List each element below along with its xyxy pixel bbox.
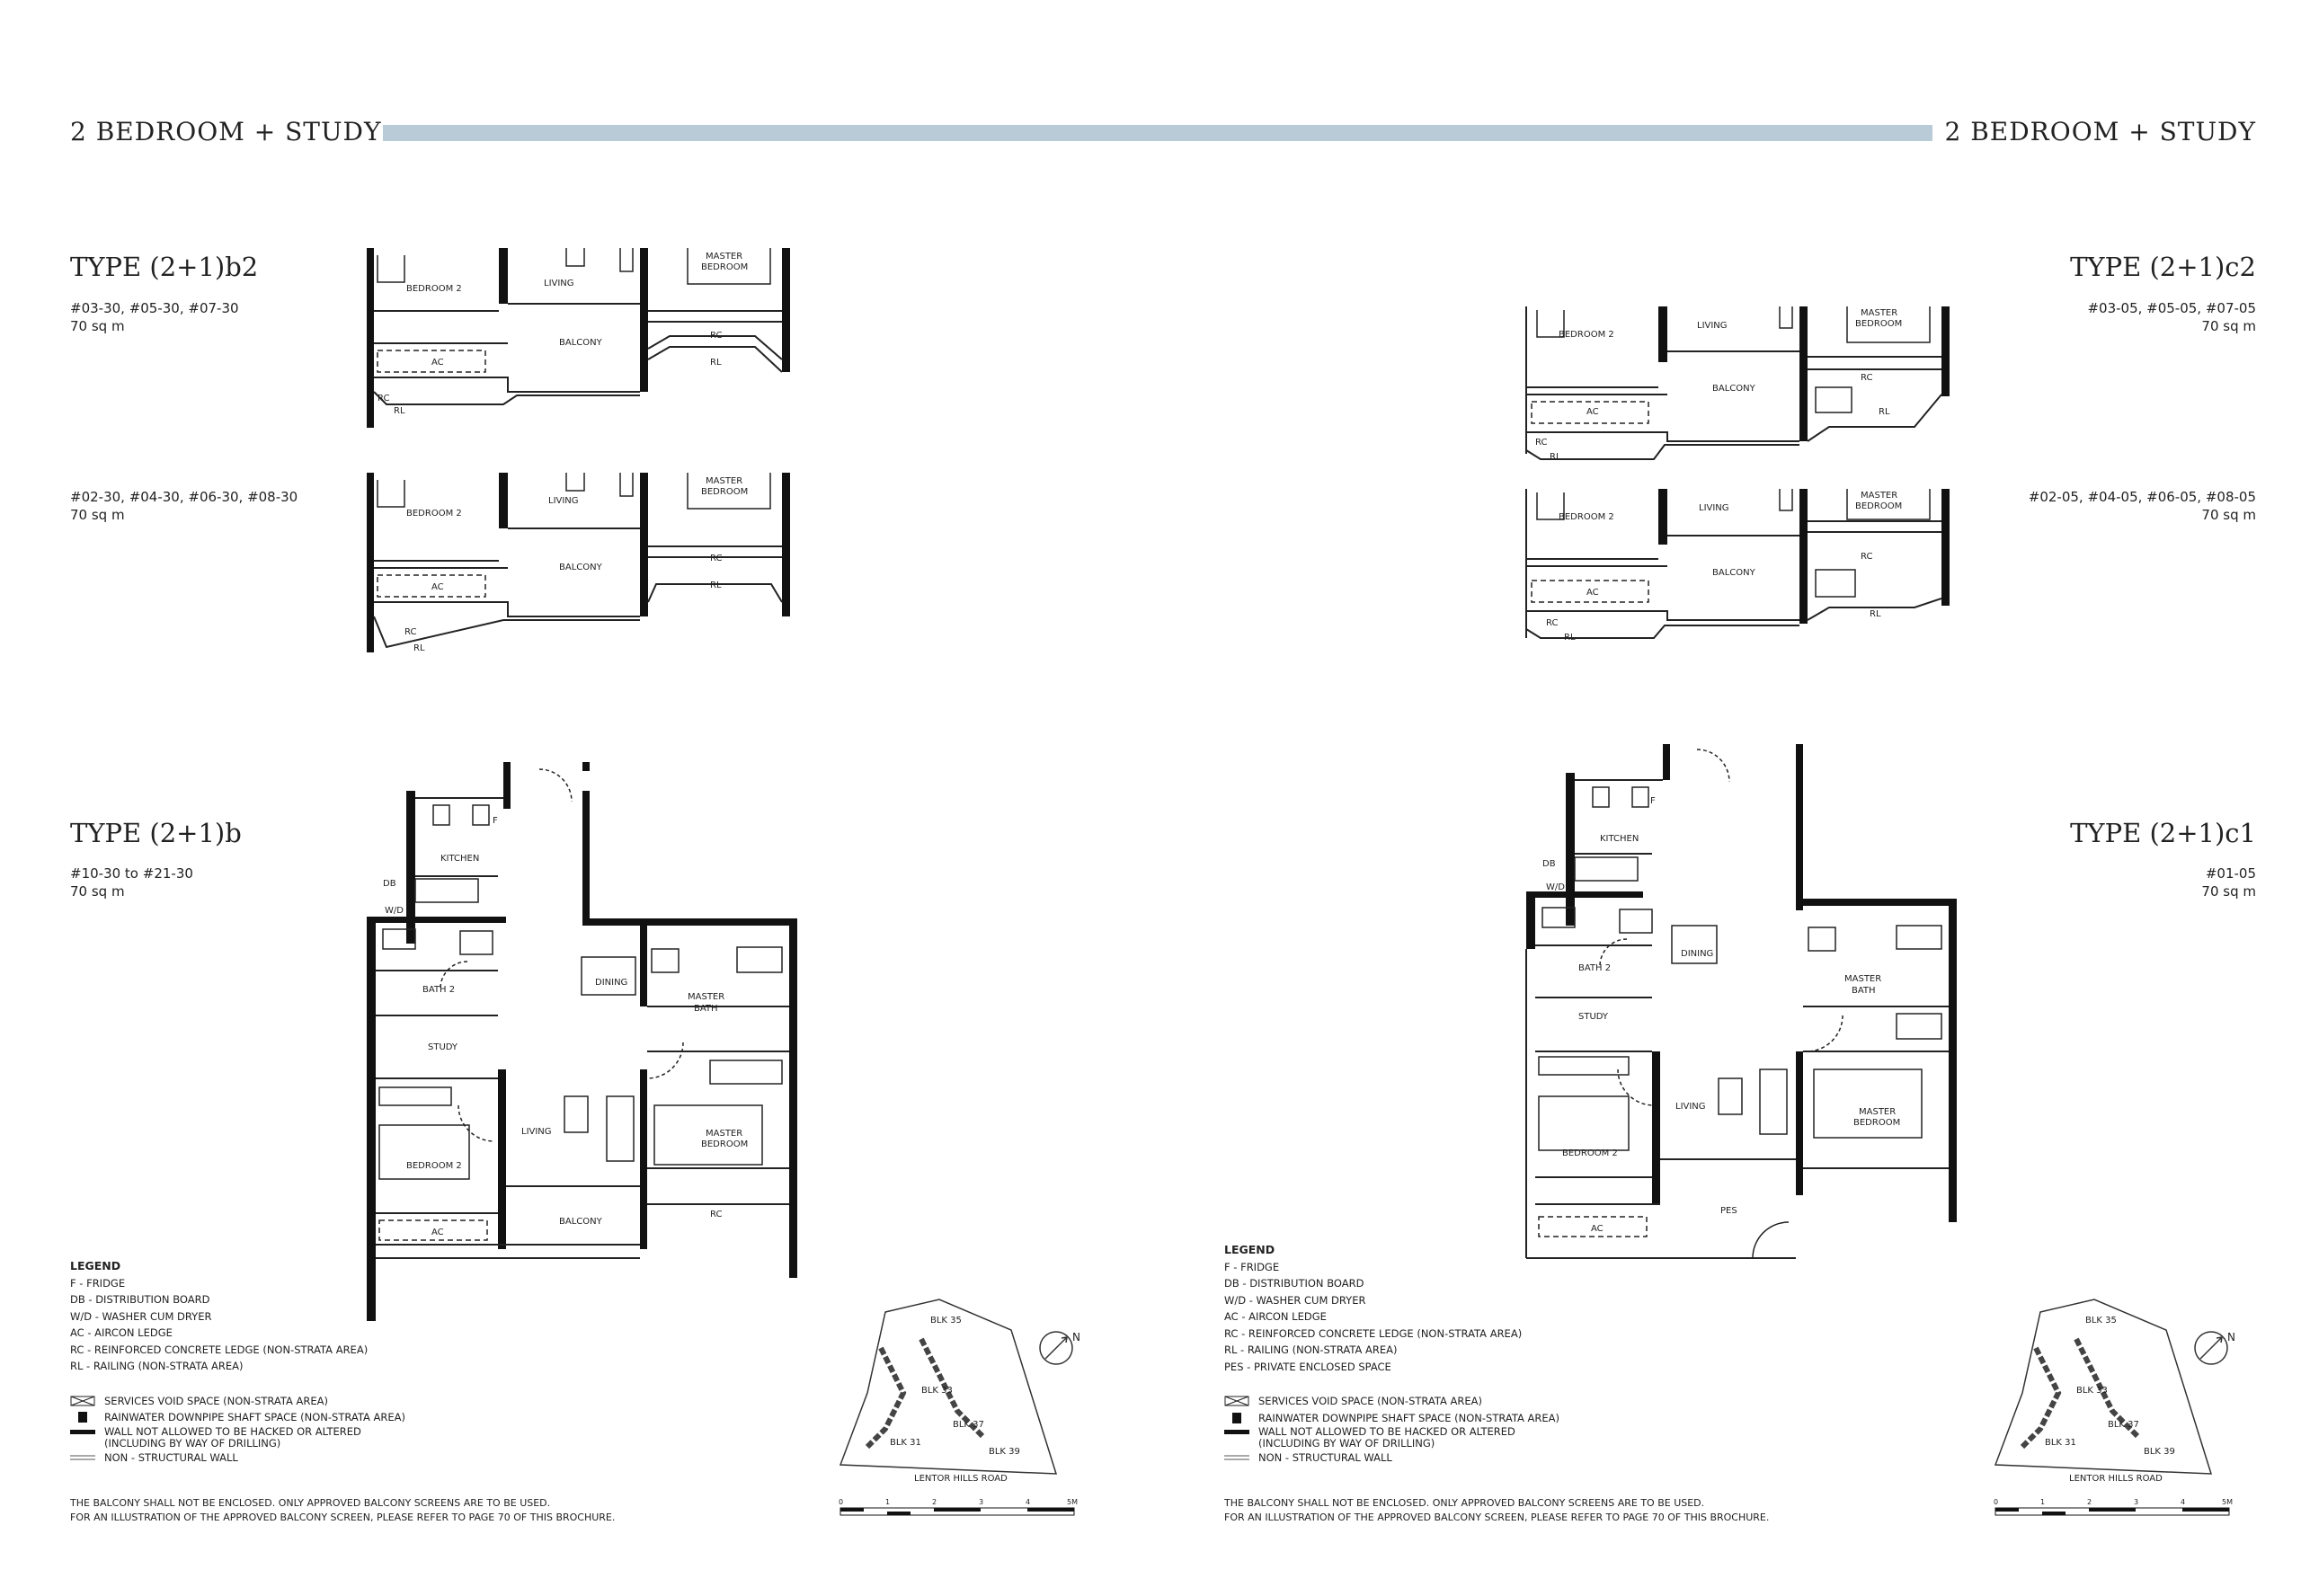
downpipe-shaft-icon	[1224, 1412, 1249, 1424]
room-label: BEDROOM 2	[406, 284, 462, 294]
room-label: MASTER	[1861, 491, 1898, 501]
floor-plan-type-c1	[1519, 737, 1959, 1276]
room-label: BATH 2	[422, 985, 456, 995]
note-line: FOR AN ILLUSTRATION OF THE APPROVED BALCONY SCREEN, PLEASE REFER TO PAGE 70 OF THIS BROCHURE.	[70, 1512, 616, 1523]
legend-heading: LEGEND	[1224, 1243, 1275, 1256]
floor-plan-c2-lower	[1519, 485, 1959, 665]
unit-area: 70 sq m	[70, 883, 125, 900]
room-label: BALCONY	[1712, 384, 1755, 394]
unit-area: 70 sq m	[70, 507, 125, 523]
room-label: BEDROOM	[701, 262, 749, 272]
type-c1-units	[2201, 864, 2256, 900]
legend-item: RC - REINFORCED CONCRETE LEDGE (NON-STRATA AREA)	[1224, 1326, 1523, 1340]
type-b2-title: TYPE (2+1)b2	[70, 252, 259, 282]
type-b-units	[70, 864, 193, 900]
unit-numbers: #03-05, #05-05, #07-05	[2087, 300, 2256, 316]
room-label: RC	[1861, 552, 1873, 562]
right-page-header: 2 BEDROOM + STUDY	[1944, 117, 2256, 146]
room-label: BEDROOM	[1855, 501, 1903, 511]
room-label: MASTER	[706, 476, 743, 486]
room-label: MASTER	[1861, 308, 1898, 318]
unit-area: 70 sq m	[2201, 883, 2256, 900]
block-label: BLK 31	[890, 1438, 921, 1448]
note-line: THE BALCONY SHALL NOT BE ENCLOSED. ONLY APPROVED BALCONY SCREENS ARE TO BE USED.	[1224, 1497, 1705, 1509]
void-space-icon	[70, 1396, 95, 1406]
block-label: BLK 39	[989, 1447, 1020, 1457]
legend-symbol-line: (INCLUDING BY WAY OF DRILLING)	[1258, 1437, 1435, 1450]
room-label: BATH	[694, 1004, 718, 1014]
type-c1-title: TYPE (2+1)c1	[2070, 818, 2256, 848]
room-label: RC	[1535, 438, 1548, 448]
room-label: STUDY	[1578, 1012, 1609, 1022]
unit-area: 70 sq m	[2201, 507, 2256, 523]
legend-symbol-row	[1224, 1450, 1559, 1467]
legend-heading: LEGEND	[70, 1259, 121, 1272]
room-label: MASTER	[706, 1129, 743, 1139]
legend-item: F - FRIDGE	[1224, 1260, 1280, 1273]
unit-area: 70 sq m	[2201, 318, 2256, 334]
room-label: AC	[1586, 407, 1599, 417]
block-label: BLK 31	[2045, 1438, 2076, 1448]
note-line: THE BALCONY SHALL NOT BE ENCLOSED. ONLY APPROVED BALCONY SCREENS ARE TO BE USED.	[70, 1497, 551, 1509]
room-label: PES	[1720, 1206, 1737, 1216]
unit-numbers: #03-30, #05-30, #07-30	[70, 300, 239, 316]
balcony-note-right	[1224, 1496, 1769, 1525]
room-label: DINING	[1681, 949, 1714, 959]
legend-right	[1224, 1242, 1559, 1467]
legend-symbol-label	[104, 1426, 361, 1450]
room-label: BEDROOM 2	[406, 1161, 462, 1171]
balcony-note-left	[70, 1496, 615, 1525]
non-structural-wall-icon	[1224, 1452, 1249, 1463]
block-label: BLK 37	[2108, 1420, 2139, 1430]
floor-plan-c2-upper	[1519, 301, 1959, 481]
room-label: RC	[1546, 618, 1559, 628]
room-label: BALCONY	[559, 338, 602, 348]
room-label: RL	[1564, 633, 1576, 643]
room-label: LIVING	[1697, 321, 1728, 331]
room-label: AC	[431, 582, 444, 592]
room-label: BALCONY	[559, 563, 602, 572]
room-label: STUDY	[428, 1042, 458, 1052]
non-structural-wall-icon	[70, 1452, 95, 1463]
legend-item: AC - AIRCON LEDGE	[70, 1326, 173, 1339]
north-label: N	[2227, 1331, 2235, 1343]
room-label: RC	[710, 554, 723, 563]
room-label: RC	[710, 1210, 723, 1219]
room-label: W/D	[1546, 882, 1565, 892]
legend-symbol-label: SERVICES VOID SPACE (NON-STRATA AREA)	[1258, 1395, 1483, 1407]
room-label: LIVING	[1675, 1102, 1706, 1112]
legend-symbol-row	[1224, 1426, 1559, 1450]
room-label: LIVING	[544, 279, 574, 288]
downpipe-shaft-icon	[70, 1411, 95, 1423]
north-label: N	[1072, 1331, 1080, 1343]
note-line: FOR AN ILLUSTRATION OF THE APPROVED BALCONY SCREEN, PLEASE REFER TO PAGE 70 OF THIS BROCHURE.	[1224, 1512, 1770, 1523]
room-label: LIVING	[548, 496, 579, 506]
legend-symbol-row	[70, 1409, 405, 1426]
legend-symbol-row	[70, 1393, 405, 1410]
key-plan-right	[1986, 1294, 2256, 1528]
scale-label: 4	[1026, 1498, 1031, 1506]
room-label: KITCHEN	[440, 854, 480, 864]
room-label: LIVING	[521, 1127, 552, 1137]
legend-symbol-row	[1224, 1393, 1559, 1410]
scale-label: 1	[2040, 1498, 2046, 1506]
legend-symbol-label: RAINWATER DOWNPIPE SHAFT SPACE (NON-STRATA AREA)	[104, 1411, 405, 1423]
room-label: F	[1650, 796, 1656, 806]
room-label: BEDROOM 2	[1559, 512, 1614, 522]
room-label: BEDROOM	[1855, 319, 1903, 329]
road-label: LENTOR HILLS ROAD	[914, 1474, 1008, 1484]
scale-label: 0	[1994, 1498, 1999, 1506]
legend-left	[70, 1258, 405, 1466]
legend-item: RC - REINFORCED CONCRETE LEDGE (NON-STRATA AREA)	[70, 1343, 369, 1356]
legend-item: DB - DISTRIBUTION BOARD	[1224, 1277, 1364, 1290]
room-label: BALCONY	[559, 1217, 602, 1227]
scale-label: 4	[2181, 1498, 2186, 1506]
block-label: BLK 39	[2144, 1447, 2175, 1457]
unit-numbers: #02-05, #04-05, #06-05, #08-05	[2028, 489, 2256, 505]
scale-label: 0	[839, 1498, 844, 1506]
legend-symbol-row	[70, 1450, 405, 1467]
room-label: DB	[1542, 859, 1556, 869]
legend-item: W/D - WASHER CUM DRYER	[1224, 1293, 1366, 1307]
legend-symbol-row	[70, 1426, 405, 1450]
scale-bar	[1994, 1498, 2233, 1515]
structural-wall-icon	[70, 1426, 95, 1439]
legend-symbol-line: WALL NOT ALLOWED TO BE HACKED OR ALTERED	[104, 1424, 361, 1438]
room-label: AC	[1591, 1224, 1604, 1234]
block-label: BLK 35	[2085, 1316, 2117, 1326]
room-label: MASTER	[688, 992, 725, 1002]
room-label: RC	[1861, 373, 1873, 383]
room-label: RL	[394, 406, 405, 416]
scale-label: 5M	[1067, 1498, 1078, 1506]
room-label: AC	[431, 1228, 444, 1237]
floor-plan-b2-upper	[360, 243, 800, 436]
room-label: BATH 2	[1578, 963, 1612, 973]
room-label: BEDROOM	[1853, 1118, 1901, 1128]
scale-label: 3	[979, 1498, 984, 1506]
legend-symbol-label: NON - STRUCTURAL WALL	[1258, 1451, 1392, 1464]
left-page-header: 2 BEDROOM + STUDY	[70, 117, 382, 146]
block-label: BLK 37	[953, 1420, 984, 1430]
type-c2-group2	[2029, 488, 2256, 524]
road-label: LENTOR HILLS ROAD	[2069, 1474, 2163, 1484]
floor-plan-b2-lower	[360, 467, 800, 661]
room-label: F	[493, 816, 498, 826]
type-b2-group1	[70, 299, 239, 335]
room-label: BATH	[1852, 986, 1876, 996]
legend-symbol-label: SERVICES VOID SPACE (NON-STRATA AREA)	[104, 1394, 329, 1407]
room-label: BALCONY	[1712, 568, 1755, 578]
unit-numbers: #10-30 to #21-30	[70, 865, 193, 882]
type-b2-group2	[70, 488, 298, 524]
room-label: BEDROOM 2	[1559, 330, 1614, 340]
legend-item: W/D - WASHER CUM DRYER	[70, 1309, 212, 1323]
room-label: DINING	[595, 978, 628, 988]
legend-item: RL - RAILING (NON-STRATA AREA)	[1224, 1343, 1398, 1356]
block-label: BLK 35	[930, 1316, 962, 1326]
room-label: BEDROOM 2	[1562, 1148, 1618, 1158]
unit-numbers: #02-30, #04-30, #06-30, #08-30	[70, 489, 298, 505]
room-label: AC	[1586, 588, 1599, 598]
key-plan-left	[831, 1294, 1101, 1528]
legend-item: F - FRIDGE	[70, 1276, 126, 1290]
legend-symbol-label	[1258, 1426, 1515, 1450]
room-label: W/D	[385, 906, 404, 916]
room-label: BEDROOM	[701, 1139, 749, 1149]
block-label: BLK 33	[2076, 1386, 2108, 1396]
room-label: RL	[1550, 452, 1561, 462]
unit-numbers: #01-05	[2205, 865, 2256, 882]
room-label: RL	[1870, 609, 1881, 619]
legend-symbol-line: (INCLUDING BY WAY OF DRILLING)	[104, 1436, 281, 1450]
room-label: RL	[710, 581, 722, 590]
legend-item: DB - DISTRIBUTION BOARD	[70, 1293, 210, 1306]
legend-symbol-line: WALL NOT ALLOWED TO BE HACKED OR ALTERED	[1258, 1425, 1515, 1438]
room-label: RC	[404, 627, 417, 637]
room-label: KITCHEN	[1600, 834, 1639, 844]
floor-plan-type-b	[360, 755, 800, 1330]
room-label: BEDROOM 2	[406, 509, 462, 519]
room-label: RC	[710, 331, 723, 341]
room-label: MASTER	[1859, 1107, 1897, 1117]
room-label: MASTER	[1844, 974, 1882, 984]
scale-bar	[839, 1498, 1078, 1515]
room-label: RL	[1879, 407, 1890, 417]
legend-symbol-label: NON - STRUCTURAL WALL	[104, 1450, 238, 1464]
type-c2-group1	[2087, 299, 2256, 335]
room-label: LIVING	[1699, 503, 1729, 513]
room-label: DB	[383, 879, 396, 889]
legend-symbol-row	[1224, 1410, 1559, 1427]
header-divider-bar	[383, 125, 1932, 141]
scale-label: 5M	[2222, 1498, 2233, 1506]
type-c2-title: TYPE (2+1)c2	[2070, 252, 2256, 282]
void-space-icon	[1224, 1396, 1249, 1406]
room-label: RL	[413, 643, 425, 653]
scale-label: 2	[2087, 1498, 2092, 1506]
type-b-title: TYPE (2+1)b	[70, 818, 242, 848]
block-label: BLK 33	[921, 1386, 953, 1396]
room-label: MASTER	[706, 252, 743, 262]
legend-item: RL - RAILING (NON-STRATA AREA)	[70, 1360, 244, 1372]
room-label: RL	[710, 358, 722, 368]
scale-label: 1	[885, 1498, 891, 1506]
room-label: AC	[431, 358, 444, 368]
legend-item: PES - PRIVATE ENCLOSED SPACE	[1224, 1360, 1391, 1373]
room-label: BEDROOM	[701, 487, 749, 497]
legend-item: AC - AIRCON LEDGE	[1224, 1310, 1327, 1323]
structural-wall-icon	[1224, 1426, 1249, 1439]
room-label: RC	[378, 394, 390, 403]
scale-label: 2	[932, 1498, 937, 1506]
unit-area: 70 sq m	[70, 318, 125, 334]
legend-symbol-label: RAINWATER DOWNPIPE SHAFT SPACE (NON-STRATA AREA)	[1258, 1411, 1559, 1424]
scale-label: 3	[2134, 1498, 2139, 1506]
